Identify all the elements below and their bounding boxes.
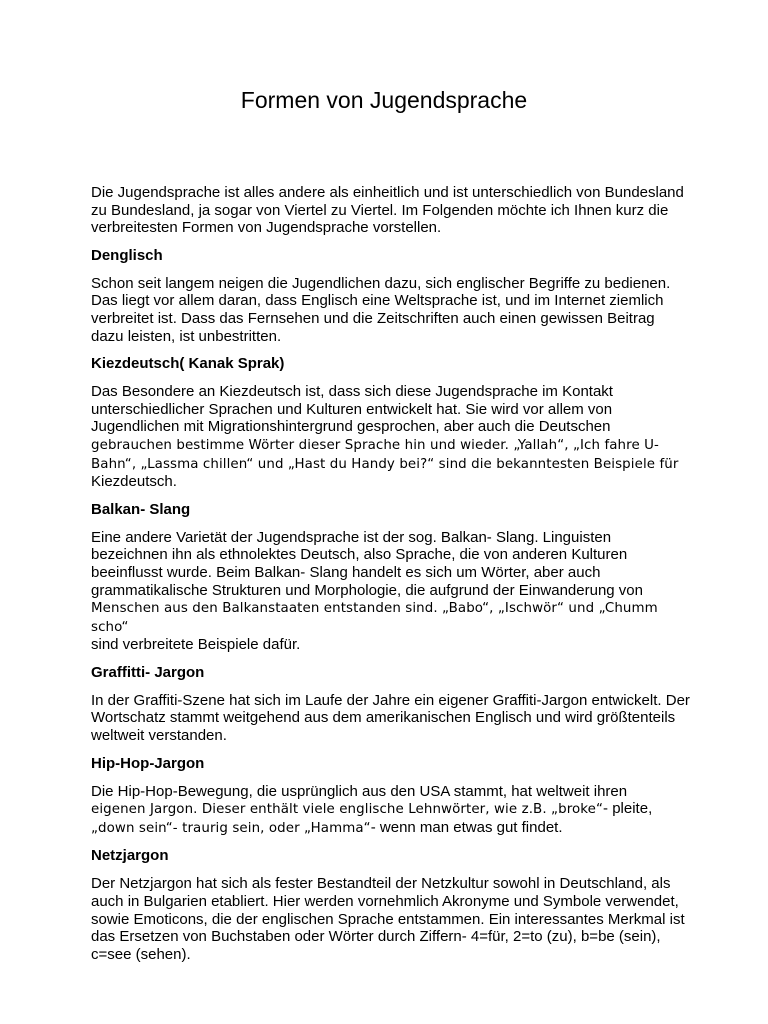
paragraph-text: Kiezdeutsch. — [91, 473, 177, 491]
section-netzjargon — [91, 847, 691, 963]
paragraph-text: - pleite, — [603, 800, 653, 818]
paragraph-text: sind verbreitete Beispiele dafür. — [91, 636, 301, 654]
paragraph-text-examples: „down sein“- traurig sein, oder „Hamma“ — [91, 820, 371, 836]
paragraph-text: Das Besondere an Kiezdeutsch ist, dass sich diese Jugendsprache im Kontakt unterschiedlicher Sprachen und Kulturen entwickelt hat. Sie wird vor allem von Jugendlichen mit Migrationshintergrund gesprochen, aber auch die Deutschen — [91, 383, 613, 436]
paragraph-text-examples: eigenen Jargon. Dieser enthält viele englische Lehnwörter, wie z.B. „broke“ — [91, 802, 604, 818]
page-title: Formen von Jugendsprache — [240, 87, 528, 113]
paragraph-text: - wenn man etwas gut findet. — [370, 818, 563, 836]
paragraph-text-examples: Menschen aus den Balkanstaaten entstanden sind. „Babo“, „Ischwör“ und „Chumm scho“ — [91, 601, 658, 635]
section-paragraph — [91, 383, 691, 491]
section-heading: Graffitti- Jargon — [91, 663, 205, 681]
paragraph-text: Die Hip-Hop-Bewegung, die usprünglich aus den USA stammt, hat weltweit ihren — [91, 782, 628, 800]
section-denglisch — [91, 247, 691, 345]
document-body — [91, 184, 691, 973]
section-balkan-slang — [91, 501, 691, 654]
section-graffiti-jargon — [91, 664, 691, 745]
section-heading: Kiezdeutsch( Kanak Sprak) — [91, 355, 285, 373]
intro-paragraph: Die Jugendsprache ist alles andere als einheitlich und ist unterschiedlich von Bundesland zu Bundesland, ja sogar von Viertel zu Viertel. Im Folgenden möchte ich Ihnen kurz die verbreitesten Formen von Jugendsprache vorstellen. — [91, 184, 684, 237]
section-paragraph: In der Graffiti-Szene hat sich im Laufe der Jahre ein eigener Graffiti-Jargon entwickelt. Der Wortschatz stammt weitgehend aus dem amerikanischen Englisch und wird größtenteils weltweit verstanden. — [91, 691, 690, 745]
section-heading: Hip-Hop-Jargon — [91, 754, 205, 772]
section-heading: Netzjargon — [91, 847, 169, 865]
paragraph-text-examples: gebrauchen bestimme Wörter dieser Sprache hin und wieder. „Yallah“, „Ich fahre U-Bahn“, „Lassma chillen“ und „Hast du Handy bei?“ sind die bekanntesten Beispiele für — [91, 437, 679, 472]
section-heading: Balkan- Slang — [91, 500, 191, 518]
section-paragraph — [91, 783, 691, 838]
section-heading: Denglisch — [91, 246, 163, 264]
section-paragraph: Der Netzjargon hat sich als fester Bestandteil der Netzkultur sowohl in Deutschland, als auch in Bulgarien etabliert. Hier werden vornehmlich Akronyme und Symbole verwendet, sowie Emoticons, die der englischen Sprache entstammen. Ein interessantes Merkmal ist das Ersetzen von Buchstaben oder Wörter durch Ziffern- 4=für, 2=to (zu), b=be (sein), c=see (sehen). — [91, 875, 685, 963]
section-paragraph — [91, 529, 691, 654]
section-hip-hop-jargon — [91, 755, 691, 838]
section-paragraph: Schon seit langem neigen die Jugendlichen dazu, sich englischer Begriffe zu bedienen. Das liegt vor allem daran, dass Englisch eine Weltsprache ist, und im Internet ziemlich verbreitet ist. Dass das Fernsehen und die Zeitschriften auch einen gewissen Beitrag dazu leisten, ist unbestritten. — [91, 274, 671, 345]
section-kiezdeutsch — [91, 355, 691, 491]
paragraph-text: Eine andere Varietät der Jugendsprache ist der sog. Balkan- Slang. Linguisten bezeichnen ihn als ethnolektes Deutsch, also Sprache, die von anderen Kulturen beeinflusst wurde. Beim Balkan- Slang handelt es sich um Wörter, aber auch grammatikalische Strukturen und Morphologie, die aufgrund der Einwanderung von — [91, 528, 643, 599]
